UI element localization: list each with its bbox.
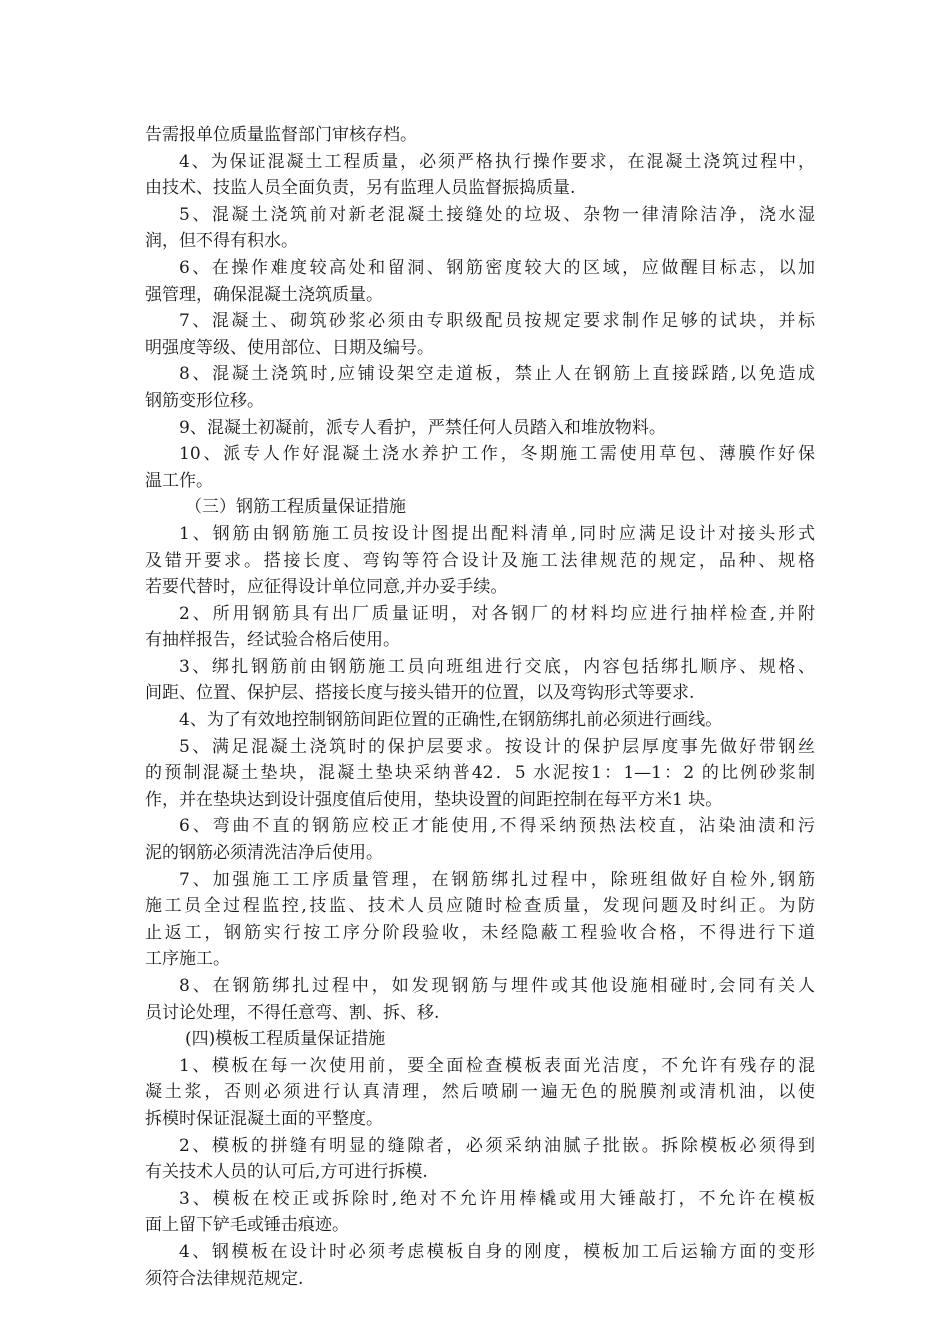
- text-line: 强管理，确保混凝土浇筑质量。: [145, 284, 383, 305]
- text-line: 6、在操作难度较高处和留洞、钢筋密度较大的区域，应做醒目标志，以加: [179, 257, 815, 278]
- text-line: 7、加强施工工序质量管理，在钢筋绑扎过程中，除班组做好自检外,钢筋: [179, 869, 815, 890]
- text-line: 施工员全过程监控,技监、技术人员应随时检查质量，发现问题及时纠正。为防: [145, 896, 815, 917]
- section-heading: (四)模板工程质量保证措施: [185, 1029, 386, 1050]
- text-line: 9、混凝土初凝前，派专人看护，严禁任何人员踏入和堆放物料。: [179, 417, 666, 438]
- text-line: 4、为了有效地控制钢筋间距位置的正确性,在钢筋绑扎前必须进行画线。: [179, 710, 723, 731]
- text-line: 4、为保证混凝土工程质量，必须严格执行操作要求，在混凝土浇筑过程中，: [179, 151, 815, 172]
- text-line: 3、模板在校正或拆除时,绝对不允许用棒橇或用大锤敲打，不允许在模板: [179, 1188, 815, 1209]
- text-line: 5、满足混凝土浇筑时的保护层要求。按设计的保护层厚度事先做好带钢丝: [179, 736, 815, 757]
- text-line: 若要代替时，应征得设计单位同意,并办妥手续。: [145, 577, 508, 598]
- text-line: 2、模板的拼缝有明显的缝隙者，必须采纳油腻子批嵌。拆除模板必须得到: [179, 1135, 815, 1156]
- text-line: 员讨论处理，不得任意弯、割、拆、移.: [145, 1002, 440, 1023]
- text-line: 5、混凝土浇筑前对新老混凝土接缝处的垃圾、杂物一律清除洁净，浇水湿: [179, 204, 815, 225]
- text-line: 1、模板在每一次使用前，要全面检查模板表面光洁度，不允许有残存的混: [179, 1055, 815, 1076]
- text-line: 工序施工。: [145, 949, 230, 970]
- text-line: 3、绑扎钢筋前由钢筋施工员向班组进行交底，内容包括绑扎顺序、规格、: [179, 656, 815, 677]
- text-line: 止返工，钢筋实行按工序分阶段验收，未经隐蔽工程验收合格，不得进行下道: [145, 922, 815, 943]
- text-line: 8、在钢筋绑扎过程中，如发现钢筋与埋件或其他设施相碰时,会同有关人: [179, 976, 815, 996]
- text-line: 4、钢模板在设计时必须考虑模板自身的刚度，模板加工后运输方面的变形: [179, 1241, 815, 1262]
- text-line: 8、混凝土浇筑时,应铺设架空走道板，禁止人在钢筋上直接踩踏,以免造成: [179, 364, 815, 385]
- text-line: 由技术、技监人员全面负责，另有监理人员监督振捣质量.: [145, 178, 576, 199]
- text-line: 须符合法律规范规定.: [145, 1268, 304, 1289]
- text-line: 凝土浆，否则必须进行认真清理，然后喷刷一遍无色的脱膜剂或清机油，以使: [145, 1082, 815, 1103]
- text-line: 作，并在垫块达到设计强度值后使用，垫块设置的间距控制在每平方米1 块。: [145, 789, 723, 810]
- text-line: 告需报单位质量监督部门审核存档。: [145, 125, 417, 145]
- text-line: 泥的钢筋必须清洗洁净后使用。: [145, 843, 383, 864]
- text-line: 7、混凝土、砌筑砂浆必须由专职级配员按规定要求制作足够的试块，并标: [179, 311, 815, 332]
- text-line: 有抽样报告，经试验合格后使用。: [145, 630, 400, 651]
- text-line: 1、钢筋由钢筋施工员按设计图提出配料清单,同时应满足设计对接头形式: [179, 523, 815, 544]
- text-line: 的预制混凝土垫块，混凝土垫块采纳普42．5 水泥按1：1—1：2 的比例砂浆制: [145, 763, 815, 784]
- section-heading: （三）钢筋工程质量保证措施: [185, 497, 406, 518]
- text-line: 2、所用钢筋具有出厂质量证明，对各钢厂的材料均应进行抽样检查,并附: [179, 603, 815, 624]
- text-line: 面上留下铲毛或锤击痕迹。: [145, 1215, 349, 1236]
- text-line: 10、派专人作好混凝土浇水养护工作，冬期施工需使用草包、薄膜作好保: [179, 444, 815, 465]
- text-line: 润，但不得有积水。: [145, 231, 298, 252]
- text-line: 有关技术人员的认可后,方可进行拆模.: [145, 1162, 428, 1183]
- text-line: 及错开要求。搭接长度、弯钩等符合设计及施工法律规范的规定，品种、规格: [145, 550, 815, 571]
- text-line: 明强度等级、使用部位、日期及编号。: [145, 337, 434, 358]
- text-line: 钢筋变形位移。: [145, 390, 264, 411]
- text-line: 间距、位置、保护层、搭接长度与接头错开的位置，以及弯钩形式等要求.: [145, 683, 695, 704]
- text-line: 温工作。: [145, 470, 213, 491]
- text-line: 拆模时保证混凝土面的平整度。: [145, 1108, 383, 1129]
- text-line: 6、弯曲不直的钢筋应校正才能使用,不得采纳预热法校直，沾染油渍和污: [179, 816, 815, 837]
- document-body: [145, 122, 815, 1292]
